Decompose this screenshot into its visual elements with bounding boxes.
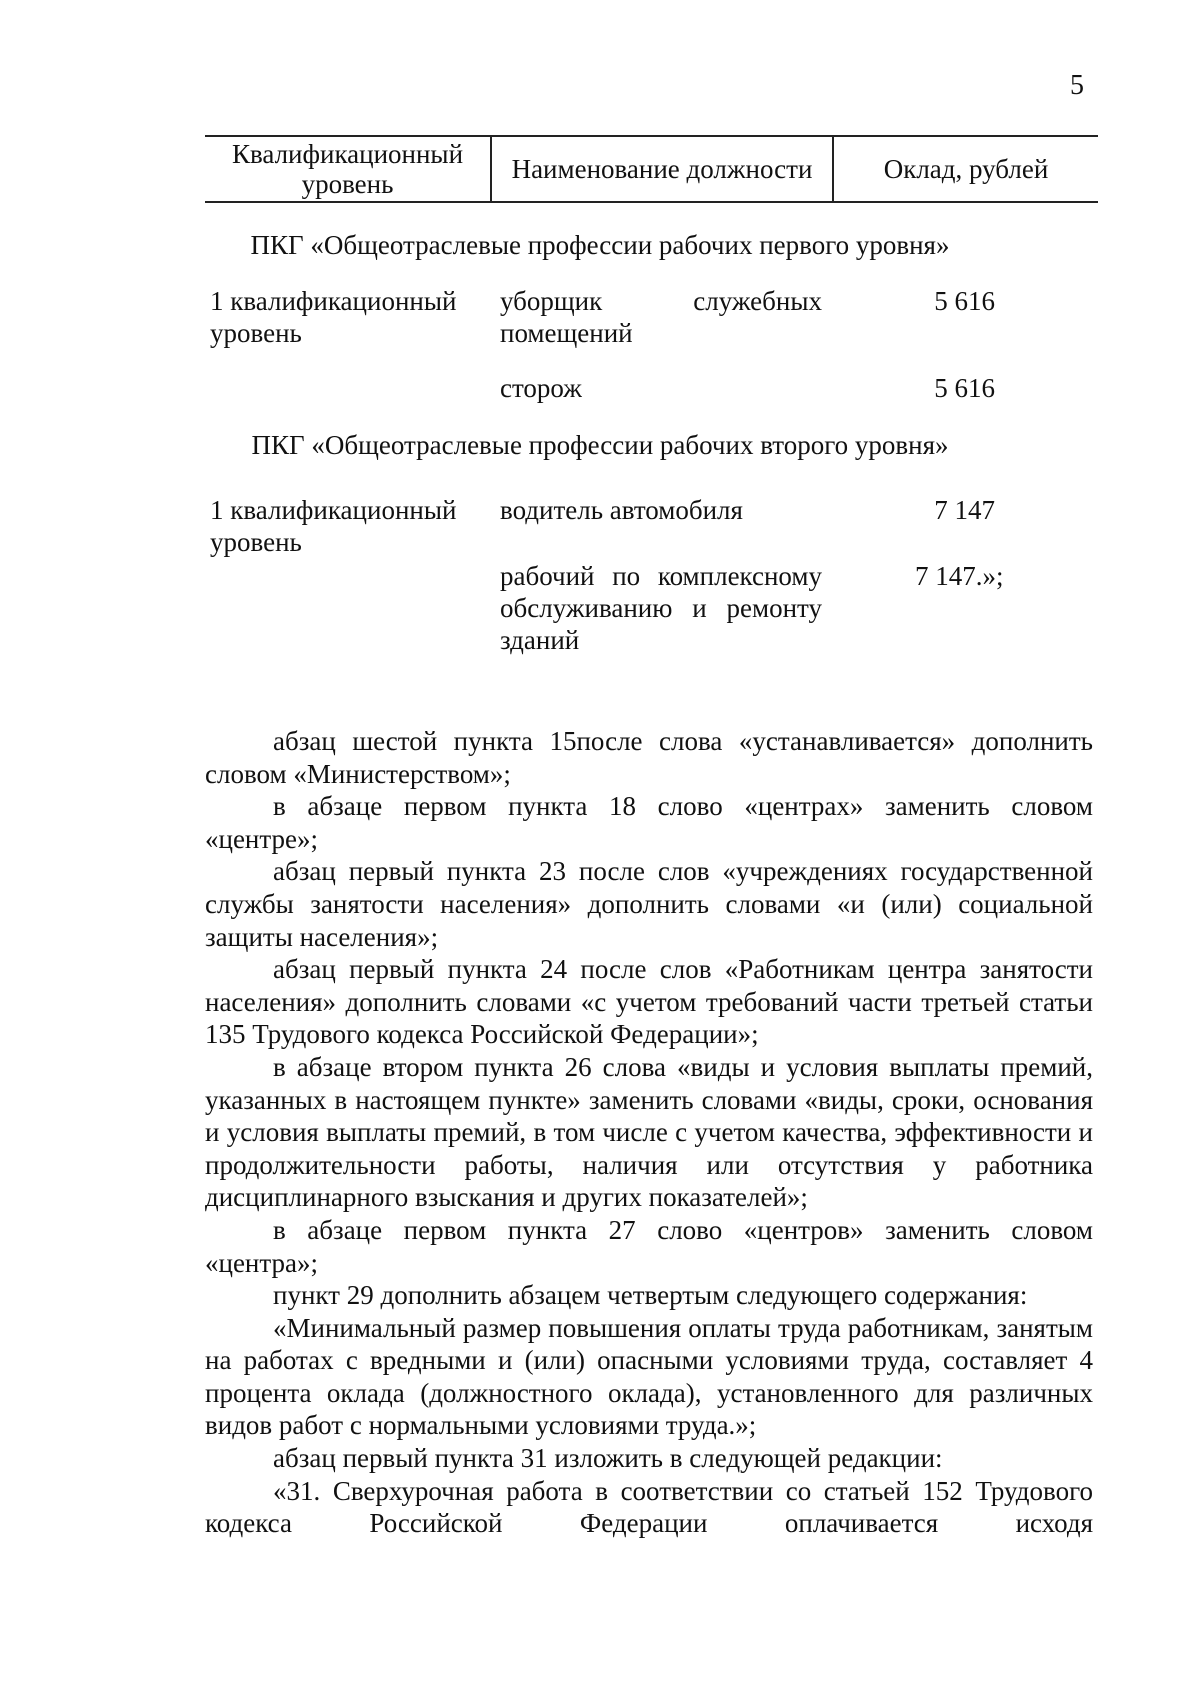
paragraph: «31. Сверхурочная работа в соответствии со статьей 152 Трудового кодекса Российской Федерации оплачивается исходя <box>205 1475 1093 1539</box>
page-number: 5 <box>1070 70 1084 101</box>
header-qualification-level: Квалификационный уровень <box>231 139 464 199</box>
qualification-level: 1 квалификационный уровень <box>210 286 457 348</box>
header-position-name: Наименование должности <box>511 154 813 184</box>
salary-value: 5 616 <box>934 373 995 403</box>
position-name: уборщик служебных помещений <box>500 286 822 348</box>
position-name: сторож <box>500 373 582 403</box>
salary-value: 7 147.»; <box>915 561 1004 591</box>
paragraph: абзац первый пункта 24 после слов «Работникам центра занятости населения» дополнить словами «с учетом требований части третьей статьи 135 Трудового кодекса Российской Федерации»; <box>205 954 1093 1050</box>
paragraph: «Минимальный размер повышения оплаты труда работникам, занятым на работах с вредными и (или) опасными условиями труда, составляет 4 процента оклада (должностного оклада), установленного для различных видов работ с нормальными условиями труда.»; <box>205 1312 1093 1441</box>
amendment-text <box>205 725 1093 1540</box>
paragraph: в абзаце первом пункта 27 слово «центров» заменить словом «центра»; <box>205 1214 1093 1278</box>
salary-value: 5 616 <box>934 286 995 316</box>
paragraph: абзац шестой пункта 15после слова «устанавливается» дополнить словом «Министерством»; <box>205 726 1093 789</box>
salary-value: 7 147 <box>934 495 995 525</box>
qualification-level: 1 квалификационный уровень <box>210 495 457 557</box>
table-header <box>205 135 1098 203</box>
paragraph: в абзаце первом пункта 18 слово «центрах» заменить словом «центре»; <box>205 791 1093 854</box>
group-title: ПКГ «Общеотраслевые профессии рабочих первого уровня» <box>250 230 950 260</box>
paragraph: абзац первый пункта 23 после слов «учреждениях государственной службы занятости населения» дополнить словами «и (или) социальной защиты населения»; <box>205 856 1093 952</box>
header-salary: Оклад, рублей <box>883 154 1049 184</box>
paragraph: абзац первый пункта 31 изложить в следующей редакции: <box>273 1443 943 1474</box>
position-name: водитель автомобиля <box>500 495 743 525</box>
paragraph: в абзаце втором пункта 26 слова «виды и условия выплаты премий, указанных в настоящем пункте» заменить словами «виды, сроки, основания и условия выплаты премий, в том числе с учетом качества, эффективности и продолжительности работы, наличия или отсутствия у работника дисциплинарного взыскания и других показателей»; <box>205 1051 1093 1213</box>
group-title: ПКГ «Общеотраслевые профессии рабочих второго уровня» <box>251 430 949 460</box>
paragraph: пункт 29 дополнить абзацем четвертым следующего содержания: <box>273 1280 1028 1311</box>
position-name: рабочий по комплексному обслуживанию и ремонту зданий <box>500 561 822 655</box>
